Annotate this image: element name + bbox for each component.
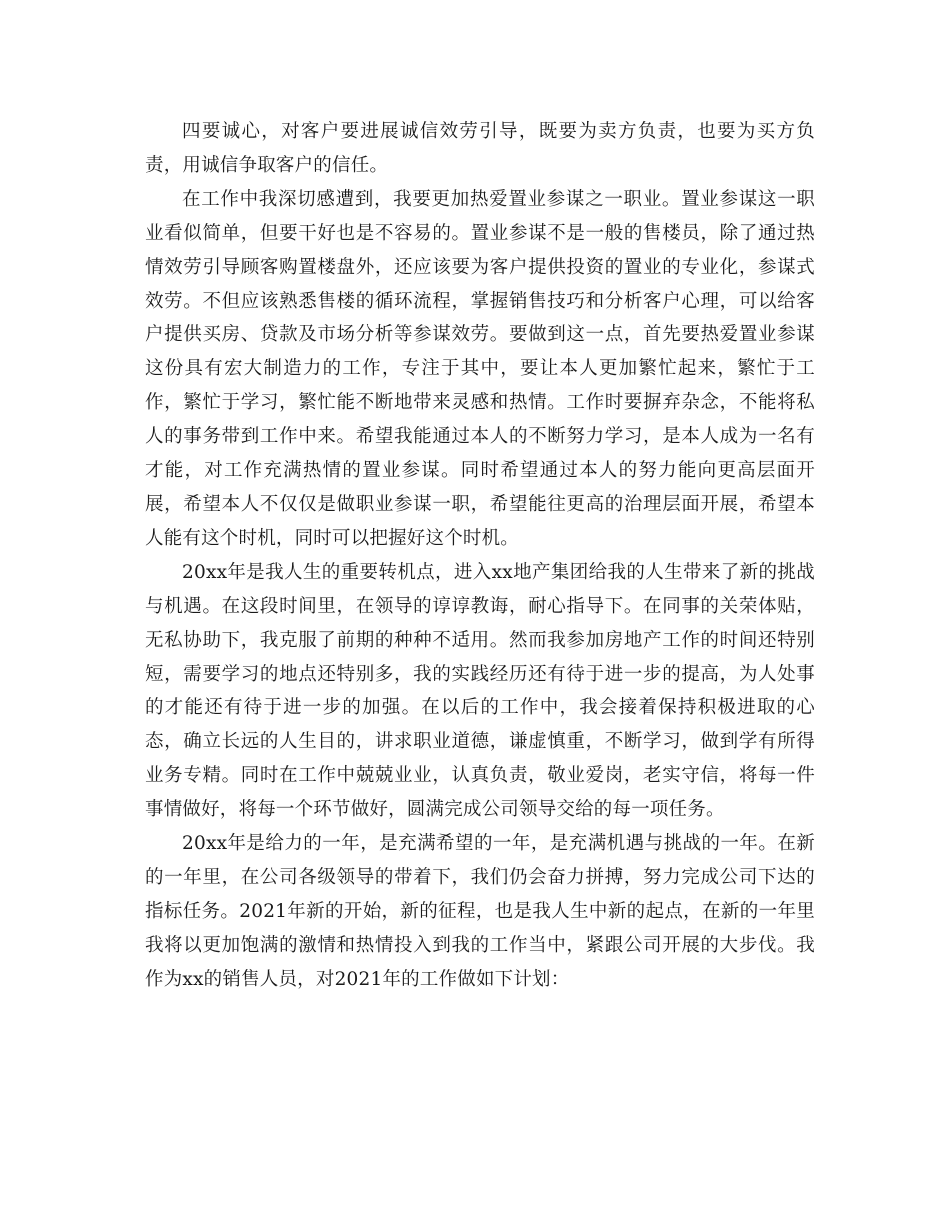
document-body <box>145 115 815 997</box>
paragraph-2: 在工作中我深切感遭到，我要更加热爱置业参谋之一职业。置业参谋这一职业看似简单，但要干好也是不容易的。置业参谋不是一般的售楼员，除了通过热情效劳引导顾客购置楼盘外，还应该要为客户提供投资的置业的专业化，参谋式效劳。不但应该熟悉售楼的循环流程，掌握销售技巧和分析客户心理，可以给客户提供买房、贷款及市场分析等参谋效劳。要做到这一点，首先要热爱置业参谋这份具有宏大制造力的工作，专注于其中，要让本人更加繁忙起来，繁忙于工作，繁忙于学习，繁忙能不断地带来灵感和热情。工作时要摒弃杂念，不能将私人的事务带到工作中来。希望我能通过本人的不断努力学习，是本人成为一名有才能，对工作充满热情的置业参谋。同时希望通过本人的努力能向更高层面开展，希望本人不仅仅是做职业参谋一职，希望能往更高的治理层面开展，希望本人能有这个时机，同时可以把握好这个时机。 <box>145 188 815 549</box>
paragraph-4: 20xx年是给力的一年，是充满希望的一年，是充满机遇与挑战的一年。在新的一年里，在公司各级领导的带着下，我们仍会奋力拼搏，努力完成公司下达的指标任务。2021年新的开始，新的征程，也是我人生中新的起点，在新的一年里我将以更加饱满的激情和热情投入到我的工作当中，紧跟公司开展的大步伐。我作为xx的销售人员，对2021年的工作做如下计划： <box>145 833 815 990</box>
paragraph-1: 四要诚心，对客户要进展诚信效劳引导，既要为卖方负责，也要为买方负责，用诚信争取客户的信任。 <box>145 121 815 176</box>
paragraph-3: 20xx年是我人生的重要转机点，进入xx地产集团给我的人生带来了新的挑战与机遇。在这段时间里，在领导的谆谆教诲，耐心指导下。在同事的关荣体贴，无私协助下，我克服了前期的种种不适用。然而我参加房地产工作的时间还特别短，需要学习的地点还特别多，我的实践经历还有待于进一步的提高，为人处事的才能还有待于进一步的加强。在以后的工作中，我会接着保持积极进取的心态，确立长远的人生目的，讲求职业道德，谦虚慎重，不断学习，做到学有所得业务专精。同时在工作中兢兢业业，认真负责，敬业爱岗，老实守信，将每一件事情做好，将每一个环节做好，圆满完成公司领导交给的每一项任务。 <box>145 561 815 821</box>
